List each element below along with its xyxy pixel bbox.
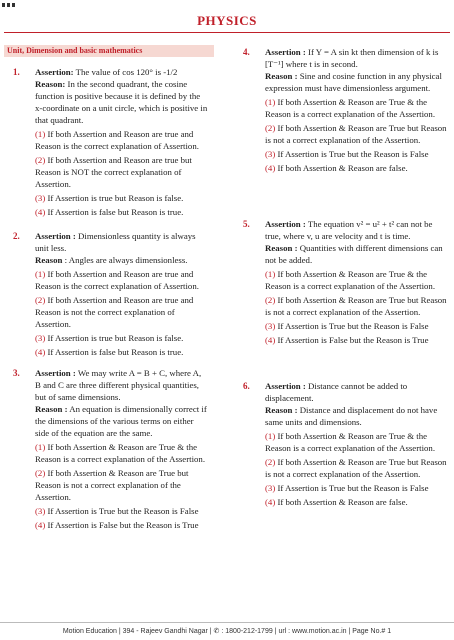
question-3 [13,367,208,531]
option-3[interactable]: (3) If Assertion is True but the Reason is False [265,321,429,331]
title-rule [4,32,450,33]
option-3[interactable]: (3) If Assertion is true but Reason is false. [35,193,184,203]
question-5 [243,218,448,346]
option-3[interactable]: (3) If Assertion is True but the Reason is False [265,483,429,493]
reason: Reason: In the second quadrant, the cosine function is positive because it is defined by the x-coordinate on a unit circle, which is positive in that quadrant. [35,79,208,125]
footer-divider [0,622,454,623]
assertion: Assertion : The equation v² = u² + t² can not be true, where v, u are velocity and t is time. [265,219,433,241]
option-1[interactable]: (1) If both Assertion and Reason are true and Reason is the correct explanation of Assertion. [35,129,199,151]
assertion: Assertion: The value of cos 120° is -1/2 [35,67,178,77]
option-4[interactable]: (4) If Assertion is False but the Reason is True [35,520,199,530]
reason: Reason : Sine and cosine function in any physical expression must have dimensionless argument. [265,71,442,93]
option-4[interactable]: (4) If Assertion is False but the Reason is True [265,335,429,345]
question-number: 2. [13,231,20,241]
assertion: Assertion : Dimensionless quantity is always unit less. [35,231,196,253]
option-2[interactable]: (2) If both Assertion & Reason are True but Reason is not a correct explanation of the Assertion. [35,468,189,502]
reason: Reason : Angles are always dimensionless. [35,255,188,265]
question-number: 1. [13,67,20,77]
question-number: 4. [243,47,250,57]
option-2[interactable]: (2) If both Assertion and Reason are true but Reason is NOT the correct explanation of Assertion. [35,155,192,189]
assertion: Assertion : Distance cannot be added to displacement. [265,381,408,403]
page-footer: Motion Education | 394 - Rajeev Gandhi Nagar | ✆ : 1800-212-1799 | url : www.motion.ac.in | Page No.# 1 [62,628,392,635]
question-2 [13,230,208,358]
question-6 [243,380,448,508]
reason: Reason : Distance and displacement do not have same units and dimensions. [265,405,438,427]
option-1[interactable]: (1) If both Assertion and Reason are true and Reason is the correct explanation of Assertion. [35,269,199,291]
question-number: 6. [243,381,250,391]
option-2[interactable]: (2) If both Assertion & Reason are True but Reason is not a correct explanation of the Assertion. [265,123,447,145]
option-3[interactable]: (3) If Assertion is True but the Reason is False [265,149,429,159]
question-number: 3. [13,368,20,378]
option-1[interactable]: (1) If both Assertion & Reason are True & the Reason is a correct explanation of the Assertion. [265,269,436,291]
question-1 [13,66,208,218]
option-2[interactable]: (2) If both Assertion and Reason are true and Reason is not the correct explanation of Assertion. [35,295,194,329]
header-decoration [2,3,16,7]
question-4 [243,46,448,174]
option-1[interactable]: (1) If both Assertion & Reason are True & the Reason is a correct explanation of the Assertion. [265,97,436,119]
option-4[interactable]: (4) If Assertion is false but Reason is true. [35,207,184,217]
assertion: Assertion : We may write A = B + C, where A, B and C are three different physical quantities, but of same dimensions. [35,368,202,402]
reason: Reason : An equation is dimensionally correct if the dimensions of the various terms on either side of the equation are the same. [35,404,207,438]
option-2[interactable]: (2) If both Assertion & Reason are True but Reason is not a correct explanation of the Assertion. [265,295,447,317]
page-title: PHYSICS [197,13,257,28]
question-number: 5. [243,219,250,229]
option-4[interactable]: (4) If Assertion is false but Reason is true. [35,347,184,357]
option-4[interactable]: (4) If both Assertion & Reason are false. [265,163,408,173]
option-3[interactable]: (3) If Assertion is True but the Reason is False [35,506,199,516]
option-1[interactable]: (1) If both Assertion & Reason are True & the Reason is a correct explanation of the Assertion. [265,431,436,453]
option-1[interactable]: (1) If both Assertion & Reason are True & the Reason is a correct explanation of the Assertion. [35,442,206,464]
option-4[interactable]: (4) If both Assertion & Reason are false. [265,497,408,507]
reason: Reason : Quantities with different dimensions can not be added. [265,243,443,265]
assertion: Assertion : If Y = A sin kt then dimension of k is [T⁻¹] where t is in second. [265,47,439,69]
option-2[interactable]: (2) If both Assertion & Reason are True but Reason is not a correct explanation of the Assertion. [265,457,447,479]
option-3[interactable]: (3) If Assertion is true but Reason is false. [35,333,184,343]
section-heading: Unit, Dimension and basic mathematics [4,45,214,57]
